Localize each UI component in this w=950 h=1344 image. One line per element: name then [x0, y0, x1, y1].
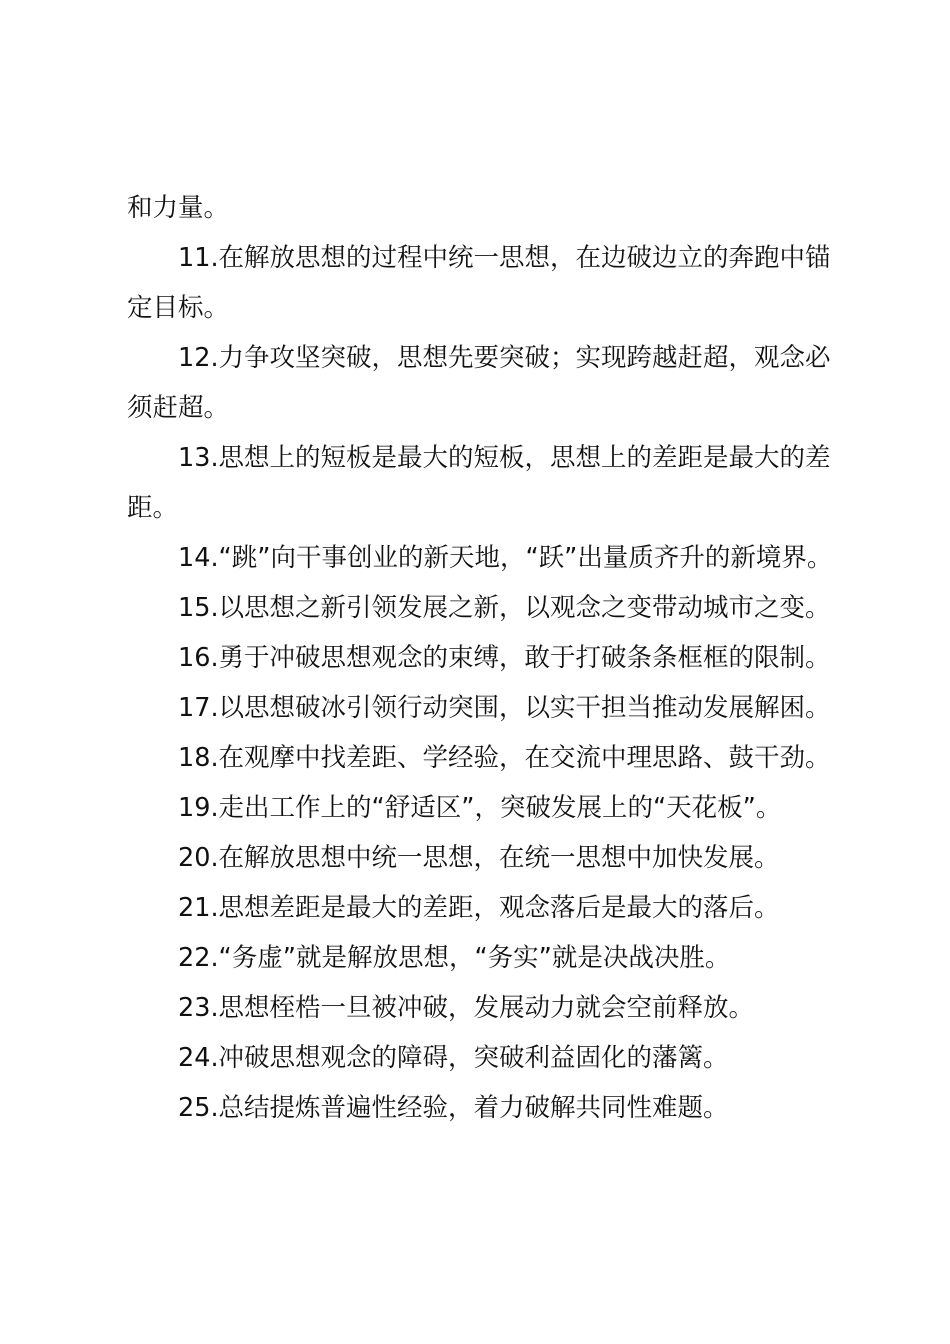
- list-item-21: 21.思想差距是最大的差距，观念落后是最大的落后。: [178, 893, 780, 923]
- list-item-16: 16.勇于冲破思想观念的束缚，敢于打破条条框框的限制。: [178, 643, 831, 673]
- list-item-25: 25.总结提炼普遍性经验，着力破解共同性难题。: [178, 1093, 729, 1123]
- list-item-22: 22.“务虚”就是解放思想，“务实”就是决战决胜。: [178, 943, 731, 973]
- list-item-13: 13.思想上的短板是最大的短板，思想上的差距是最大的差距。: [127, 443, 831, 523]
- list-item-23: 23.思想桎梏一旦被冲破，发展动力就会空前释放。: [178, 993, 755, 1023]
- list-item-14: 14.“跳”向干事创业的新天地，“跃”出量质齐升的新境界。: [178, 543, 833, 573]
- document-body: [127, 183, 833, 1133]
- list-item-24: 24.冲破思想观念的障碍，突破利益固化的藩篱。: [178, 1043, 729, 1073]
- list-item-11: 11.在解放思想的过程中统一思想，在边破边立的奔跑中锚定目标。: [127, 243, 831, 323]
- paragraph-continuation: 和力量。: [127, 193, 230, 223]
- list-item-19: 19.走出工作上的“舒适区”，突破发展上的“天花板”。: [178, 793, 782, 823]
- list-item-18: 18.在观摩中找差距、学经验，在交流中理思路、鼓干劲。: [178, 743, 831, 773]
- list-item-20: 20.在解放思想中统一思想，在统一思想中加快发展。: [178, 843, 780, 873]
- list-item-12: 12.力争攻坚突破，思想先要突破；实现跨越赶超，观念必须赶超。: [127, 343, 831, 423]
- list-item-15: 15.以思想之新引领发展之新，以观念之变带动城市之变。: [178, 593, 831, 623]
- list-item-17: 17.以思想破冰引领行动突围，以实干担当推动发展解困。: [178, 693, 831, 723]
